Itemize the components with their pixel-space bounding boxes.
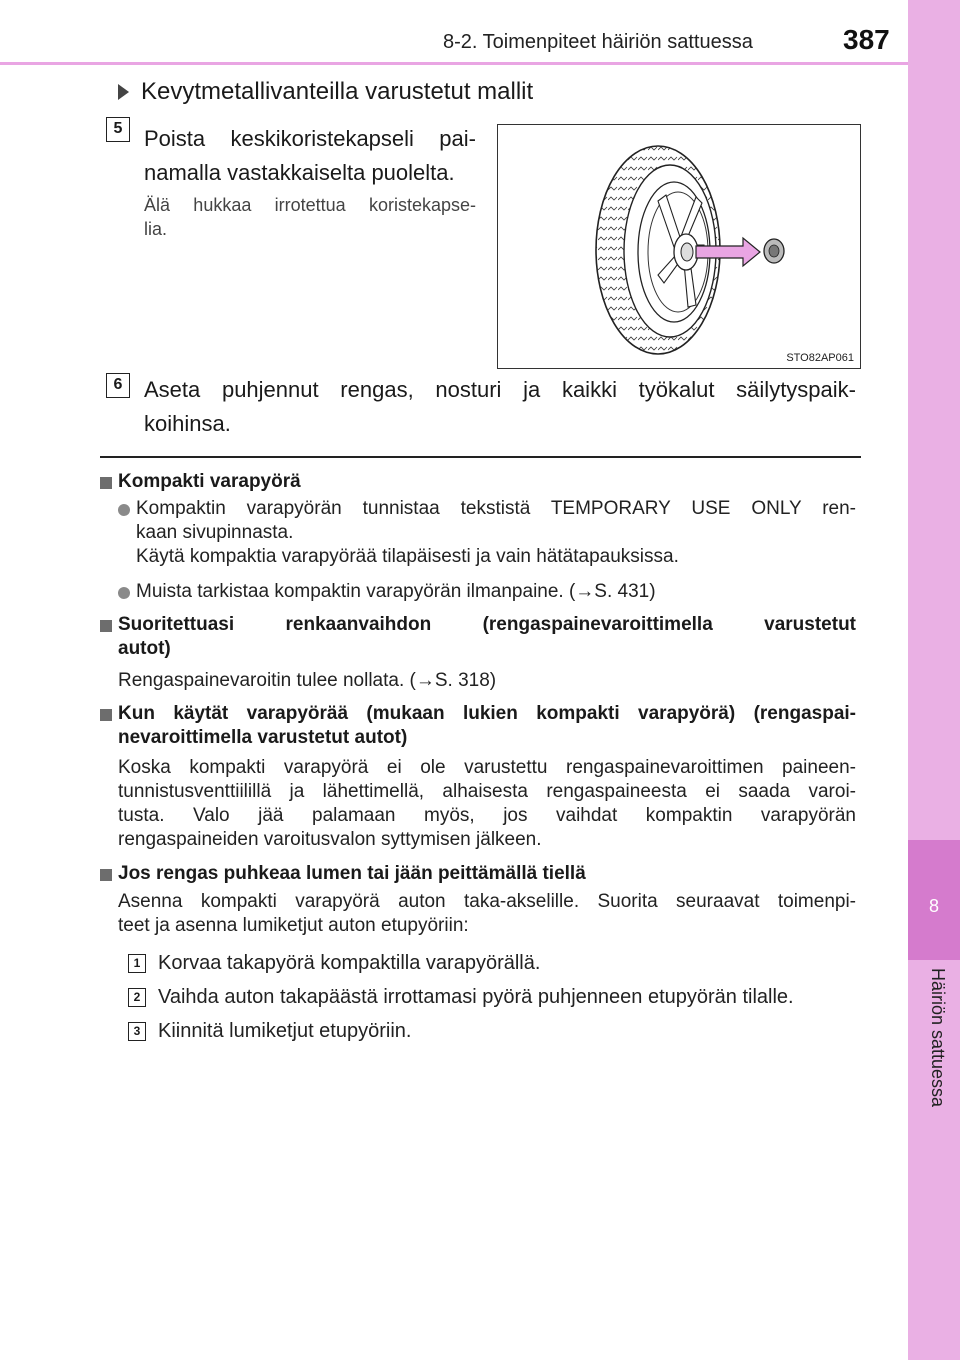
note-body — [118, 890, 856, 938]
substep-number-badge: 3 — [128, 1022, 146, 1041]
bullet-line: kaan sivupinnasta. — [136, 522, 294, 543]
note-heading-line: Kun käytät varapyörää (mukaan lukien kompakti varapyörä) (rengaspai- — [118, 703, 856, 724]
chapter-number: 8 — [928, 896, 939, 916]
note-body-line: teet ja asenna lumiketjut auton etupyöriin: — [118, 915, 469, 936]
step-note — [144, 193, 476, 241]
square-bullet-icon — [100, 869, 112, 881]
step-number-badge: 5 — [106, 117, 130, 142]
bullet-line: Kompaktin varapyörän tunnistaa tekstistä TEMPORARY USE ONLY ren- — [136, 498, 856, 519]
header-divider — [0, 62, 908, 65]
note-heading — [118, 702, 856, 750]
figure-code: STO82AP061 — [786, 352, 854, 364]
note-heading-line: Suoritettuasi renkaanvaihdon (rengaspainevaroittimella varustetut — [118, 614, 856, 635]
step-instruction-line: koihinsa. — [144, 411, 231, 436]
note-body — [118, 756, 856, 852]
section-divider — [100, 456, 861, 458]
square-bullet-icon — [100, 477, 112, 489]
note-body-line: rengaspaineiden varoitusvalon syttymisen jälkeen. — [118, 829, 542, 850]
square-bullet-icon — [100, 709, 112, 721]
note-heading: Jos rengas puhkeaa lumen tai jään peittämällä tiellä — [118, 863, 586, 884]
substep-number-badge: 1 — [128, 954, 146, 973]
note-body: Rengaspainevaroitin tulee nollata. (→S. 318) — [118, 670, 497, 691]
step-note-line: Älä hukkaa irrotettua koristekapse- — [144, 195, 476, 215]
bullet-line: Käytä kompaktia varapyörää tilapäisesti ja vain hätätapauksissa. — [136, 546, 679, 567]
step-instruction-line: Poista keskikoristekapseli pai- — [144, 126, 476, 151]
note-body-line: tunnistusventtiilillä ja lähettimellä, alhaisesta rengaspaineesta ei saada varoi- — [118, 781, 856, 802]
note-body-line: Koska kompakti varapyörä ei ole varustettu rengaspainevaroittimen paineen- — [118, 757, 856, 778]
variant-title — [118, 78, 533, 106]
note-heading — [118, 613, 856, 661]
step-instruction — [144, 373, 856, 441]
square-bullet-icon — [100, 620, 112, 632]
note-body-line: Asenna kompakti varapyörä auton taka-akselille. Suorita seuraavat toimenpi- — [118, 891, 856, 912]
step-number-badge: 6 — [106, 373, 130, 398]
round-bullet-icon — [118, 587, 130, 599]
chapter-sidebar — [908, 0, 960, 1360]
substep-text: Vaihda auton takapäästä irrottamasi pyörä puhjenneen etupyörän tilalle. — [158, 986, 794, 1008]
step-instruction-line: namalla vastakkaiselta puolelta. — [144, 160, 455, 185]
substep-number-badge: 2 — [128, 988, 146, 1007]
triangle-bullet-icon — [118, 84, 129, 100]
round-bullet-icon — [118, 504, 130, 516]
chapter-label: Häiriön sattuessa — [928, 968, 948, 1108]
bullet-text — [136, 497, 856, 569]
section-title: 8-2. Toimenpiteet häiriön sattuessa — [443, 31, 753, 53]
step-note-line: lia. — [144, 219, 168, 239]
note-heading-line: nevaroittimella varustetut autot) — [118, 727, 408, 748]
wheel-with-arrow-icon — [498, 125, 861, 369]
illustration-figure — [497, 124, 861, 369]
bullet-text: Muista tarkistaa kompaktin varapyörän ilmanpaine. (→S. 431) — [136, 581, 656, 602]
note-heading: Kompakti varapyörä — [118, 471, 301, 492]
substep-text: Korvaa takapyörä kompaktilla varapyörällä. — [158, 952, 541, 974]
variant-title-text: Kevytmetallivanteilla varustetut mallit — [141, 78, 534, 105]
step-instruction — [144, 122, 476, 190]
substep-text: Kiinnitä lumiketjut etupyöriin. — [158, 1020, 412, 1042]
note-heading-line: autot) — [118, 638, 171, 659]
page-number: 387 — [843, 24, 890, 55]
step-instruction-line: Aseta puhjennut rengas, nosturi ja kaikki työkalut säilytyspaik- — [144, 377, 856, 402]
note-body-line: tusta. Valo jää palamaan myös, jos vaihdat kompaktin varapyörän — [118, 805, 856, 826]
